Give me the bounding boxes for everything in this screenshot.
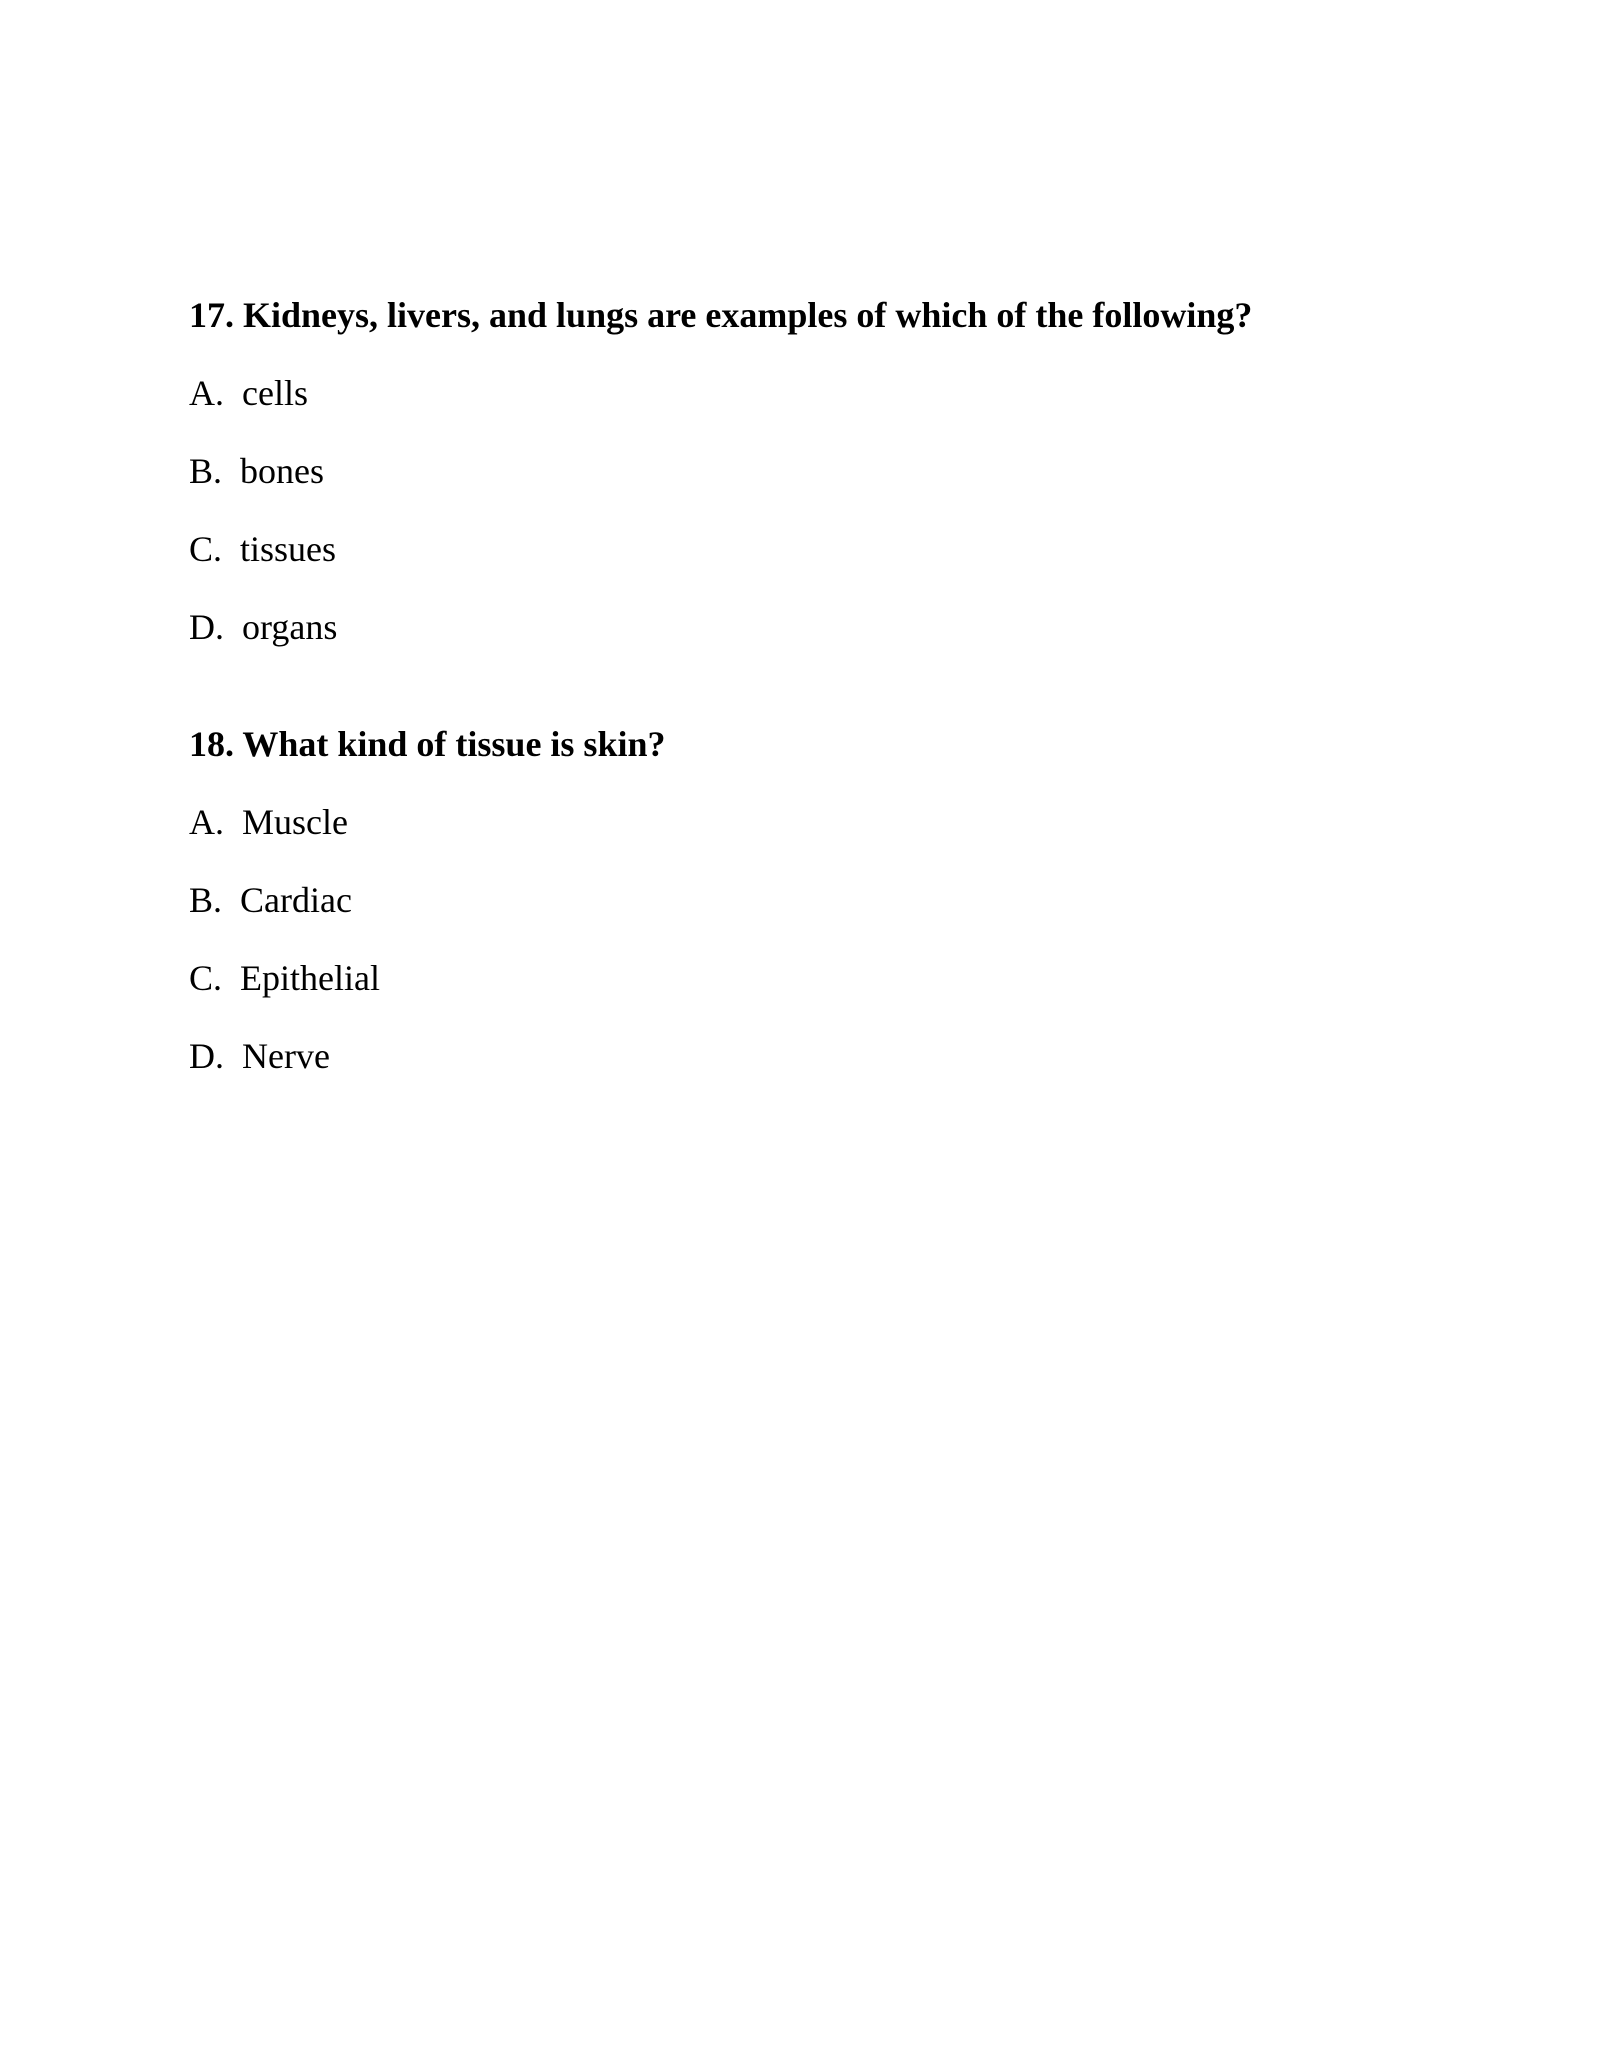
option-text: Cardiac — [240, 880, 352, 920]
option-text: Nerve — [242, 1036, 330, 1076]
question-18-option-d — [189, 1026, 1489, 1086]
option-text: Epithelial — [240, 958, 380, 998]
question-17-option-b — [189, 441, 1489, 501]
question-17-option-d — [189, 597, 1489, 657]
question-17-option-c — [189, 519, 1489, 579]
option-letter: A. — [189, 802, 224, 842]
option-letter: A. — [189, 373, 224, 413]
question-18-option-a — [189, 792, 1489, 852]
question-17 — [189, 285, 1489, 657]
option-text: Muscle — [242, 802, 348, 842]
option-text: cells — [242, 373, 308, 413]
option-letter: C. — [189, 958, 223, 998]
option-text: organs — [242, 607, 338, 647]
option-letter: C. — [189, 529, 223, 569]
option-text: tissues — [240, 529, 337, 569]
question-17-title: 17. Kidneys, livers, and lungs are examples of which of the following? — [189, 295, 1253, 335]
question-17-option-a — [189, 363, 1489, 423]
option-text: bones — [240, 451, 325, 491]
option-letter: D. — [189, 1036, 224, 1076]
option-letter: B. — [189, 880, 223, 920]
question-18-option-b — [189, 870, 1489, 930]
question-18 — [189, 714, 1489, 1086]
question-18-title: 18. What kind of tissue is skin? — [189, 724, 666, 764]
option-letter: B. — [189, 451, 223, 491]
option-letter: D. — [189, 607, 224, 647]
question-18-option-c — [189, 948, 1489, 1008]
